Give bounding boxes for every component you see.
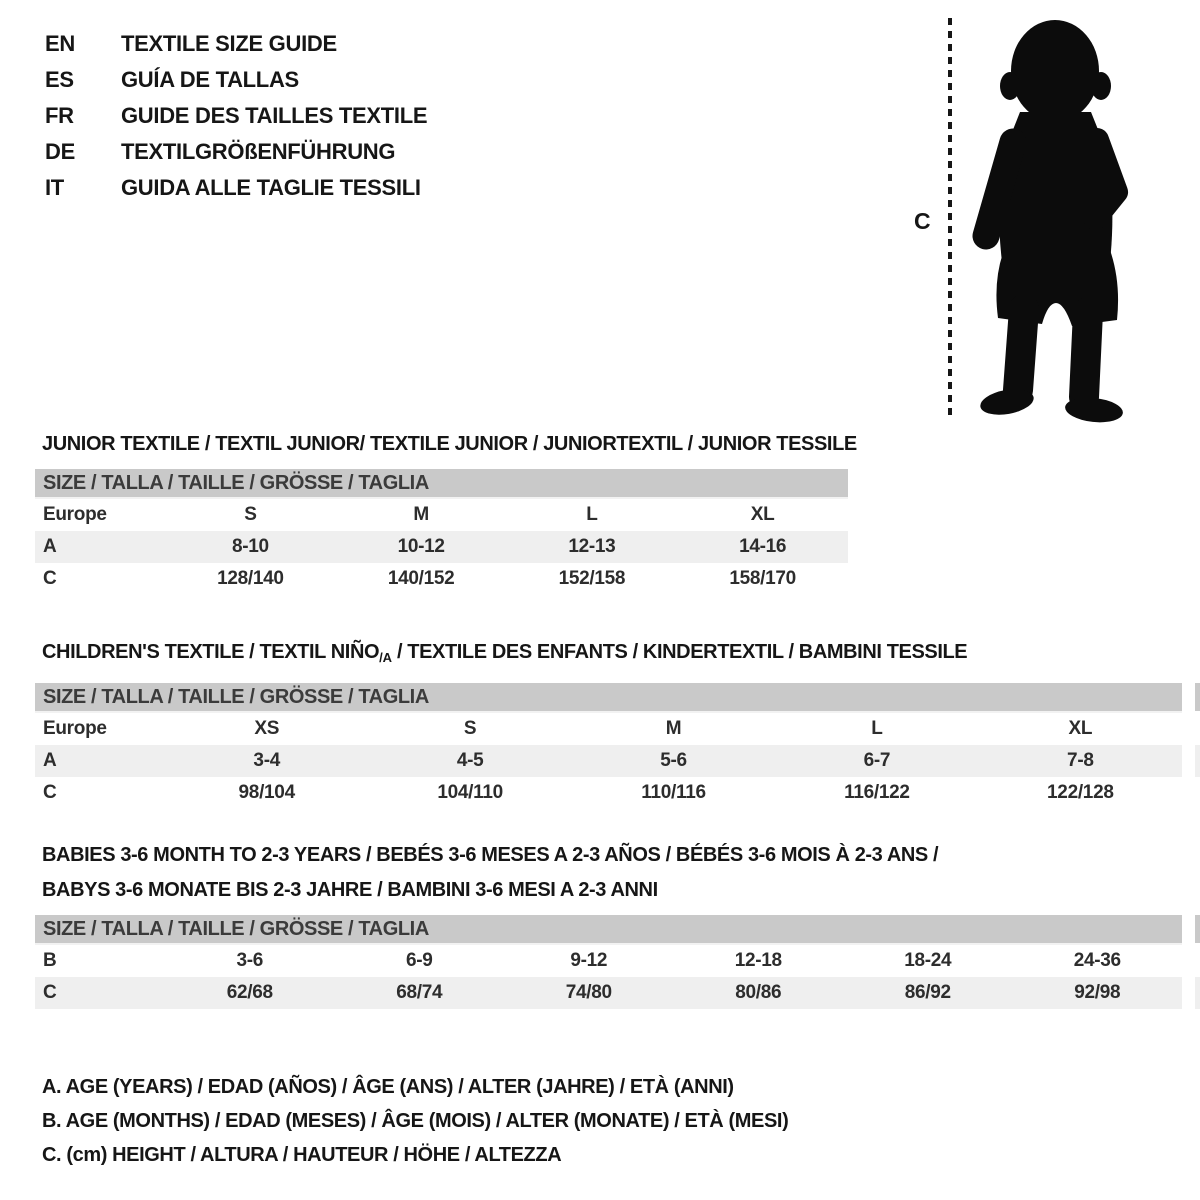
table-cell: S [244, 504, 257, 525]
table-cell: 104/110 [437, 782, 503, 803]
table-cell: XS [254, 718, 280, 739]
row-label: Europe [43, 504, 107, 525]
table-cell: 128/140 [217, 568, 284, 589]
section-title-line [35, 640, 1182, 670]
section-junior [35, 432, 857, 595]
table-cell: 12-13 [568, 536, 616, 557]
table-header-bar: SIZE / TALLA / TAILLE / GRÖSSE / TAGLIA [35, 915, 1182, 945]
table-cell: XL [750, 504, 775, 525]
language-code: DE [45, 139, 75, 164]
table-header-bar: SIZE / TALLA / TAILLE / GRÖSSE / TAGLIA [35, 469, 848, 499]
table-cell: 5-6 [660, 750, 687, 771]
table-cell: 6-7 [863, 750, 891, 771]
table-row [35, 777, 1182, 809]
table-row [35, 563, 848, 595]
table-cell: S [463, 718, 477, 739]
table-cell: 14-16 [739, 536, 787, 557]
table-cell: 110/116 [641, 782, 706, 803]
table-cell: XL [1068, 718, 1093, 739]
language-row [45, 134, 427, 170]
section-babies [35, 843, 1182, 1009]
table-cell: 80/86 [735, 982, 782, 1003]
row-label: A [43, 750, 57, 771]
height-measure-label: C [914, 208, 931, 234]
section-title-line [35, 843, 1182, 867]
language-label: GUIDA ALLE TAGLIE TESSILI [121, 175, 421, 200]
section-title-line [35, 878, 1182, 902]
row-label: C [43, 982, 57, 1003]
section-title-text: /A [379, 650, 392, 665]
table-cell: 3-4 [253, 750, 280, 771]
section-title [35, 640, 1182, 670]
section-title-text: BABIES 3-6 MONTH TO 2-3 YEARS / BEBÉS 3-6 MESES A 2-3 AÑOS / BÉBÉS 3-6 MOIS À 2-3 ANS / [42, 844, 939, 866]
table-cell: 158/170 [729, 568, 796, 589]
size-table [35, 683, 1182, 809]
section-title-text: JUNIOR TEXTILE / TEXTIL JUNIOR/ TEXTILE JUNIOR / JUNIORTEXTIL / JUNIOR TESSILE [42, 433, 857, 455]
figure-area [890, 0, 1200, 440]
size-table [35, 915, 1182, 1009]
footnote-line: A. AGE (YEARS) / EDAD (AÑOS) / ÂGE (ANS) / ALTER (JAHRE) / ETÀ (ANNI) [42, 1076, 734, 1098]
section-title-text: BABYS 3-6 MONATE BIS 2-3 JAHRE / BAMBINI 3-6 MESI A 2-3 ANNI [42, 879, 658, 901]
footnote-line: B. AGE (MONTHS) / EDAD (MESES) / ÂGE (MOIS) / ALTER (MONATE) / ETÀ (MESI) [42, 1110, 789, 1132]
table-cell: M [665, 718, 682, 739]
table-cell: 8-10 [231, 536, 269, 557]
table-cell: 24-36 [1073, 950, 1121, 971]
language-row [45, 26, 427, 62]
table-cell: 6-9 [405, 950, 433, 971]
table-cell: 10-12 [397, 536, 445, 557]
table-row [35, 745, 1182, 777]
toddler-silhouette-icon [958, 14, 1148, 424]
footnote-line: C. (cm) HEIGHT / ALTURA / HAUTEUR / HÖHE / ALTEZZA [42, 1144, 562, 1166]
language-label: GUIDE DES TAILLES TEXTILE [121, 103, 428, 128]
table-row [35, 945, 1182, 977]
table-cell: 7-8 [1067, 750, 1094, 771]
row-label: A [43, 536, 57, 557]
table-cell: M [413, 504, 429, 525]
language-row [45, 98, 427, 134]
table-header-bar: SIZE / TALLA / TAILLE / GRÖSSE / TAGLIA [35, 683, 1182, 713]
section-title [35, 843, 1182, 902]
table-cell: 140/152 [387, 568, 455, 589]
language-code: FR [45, 103, 74, 128]
section-title-text: / TEXTILE DES ENFANTS / KINDERTEXTIL / BAMBINI TESSILE [391, 641, 968, 663]
table-cell: 68/74 [396, 982, 443, 1003]
section-title-line [35, 432, 857, 456]
language-label: TEXTILGRÖßENFÜHRUNG [121, 139, 396, 164]
language-list [45, 26, 427, 206]
language-label: TEXTILE SIZE GUIDE [121, 31, 337, 56]
footnotes [42, 1070, 788, 1172]
row-label: C [43, 782, 57, 803]
table-row [35, 531, 848, 563]
table-cell: 116/122 [844, 782, 910, 803]
row-label: C [43, 568, 57, 589]
table-row [35, 499, 848, 531]
language-row [45, 170, 427, 206]
language-row [45, 62, 427, 98]
height-measure-dashed-line [948, 18, 952, 416]
table-cell: 86/92 [904, 982, 951, 1003]
table-cell: 98/104 [238, 782, 295, 803]
table-cell: 152/158 [558, 568, 626, 589]
row-label: B [43, 950, 57, 971]
language-code: ES [45, 67, 74, 92]
table-cell: 18-24 [904, 950, 952, 971]
table-cell: 4-5 [456, 750, 484, 771]
row-label: Europe [43, 718, 107, 739]
language-code: EN [45, 31, 75, 56]
table-cell: 92/98 [1074, 982, 1121, 1003]
table-cell: 9-12 [570, 950, 608, 971]
section-title-text: CHILDREN'S TEXTILE / TEXTIL NIÑO [42, 641, 380, 663]
section-title [35, 432, 857, 456]
table-cell: L [871, 718, 883, 739]
table-row [35, 713, 1182, 745]
size-table [35, 469, 848, 595]
table-cell: L [586, 504, 598, 525]
table-cell: 122/128 [1047, 782, 1114, 803]
table-cell: 62/68 [226, 982, 273, 1003]
table-cell: 3-6 [236, 950, 264, 971]
section-children [35, 640, 1182, 809]
table-row [35, 977, 1182, 1009]
language-code: IT [45, 175, 64, 200]
table-cell: 12-18 [734, 950, 782, 971]
language-label: GUÍA DE TALLAS [121, 67, 299, 92]
table-cell: 74/80 [565, 982, 612, 1003]
